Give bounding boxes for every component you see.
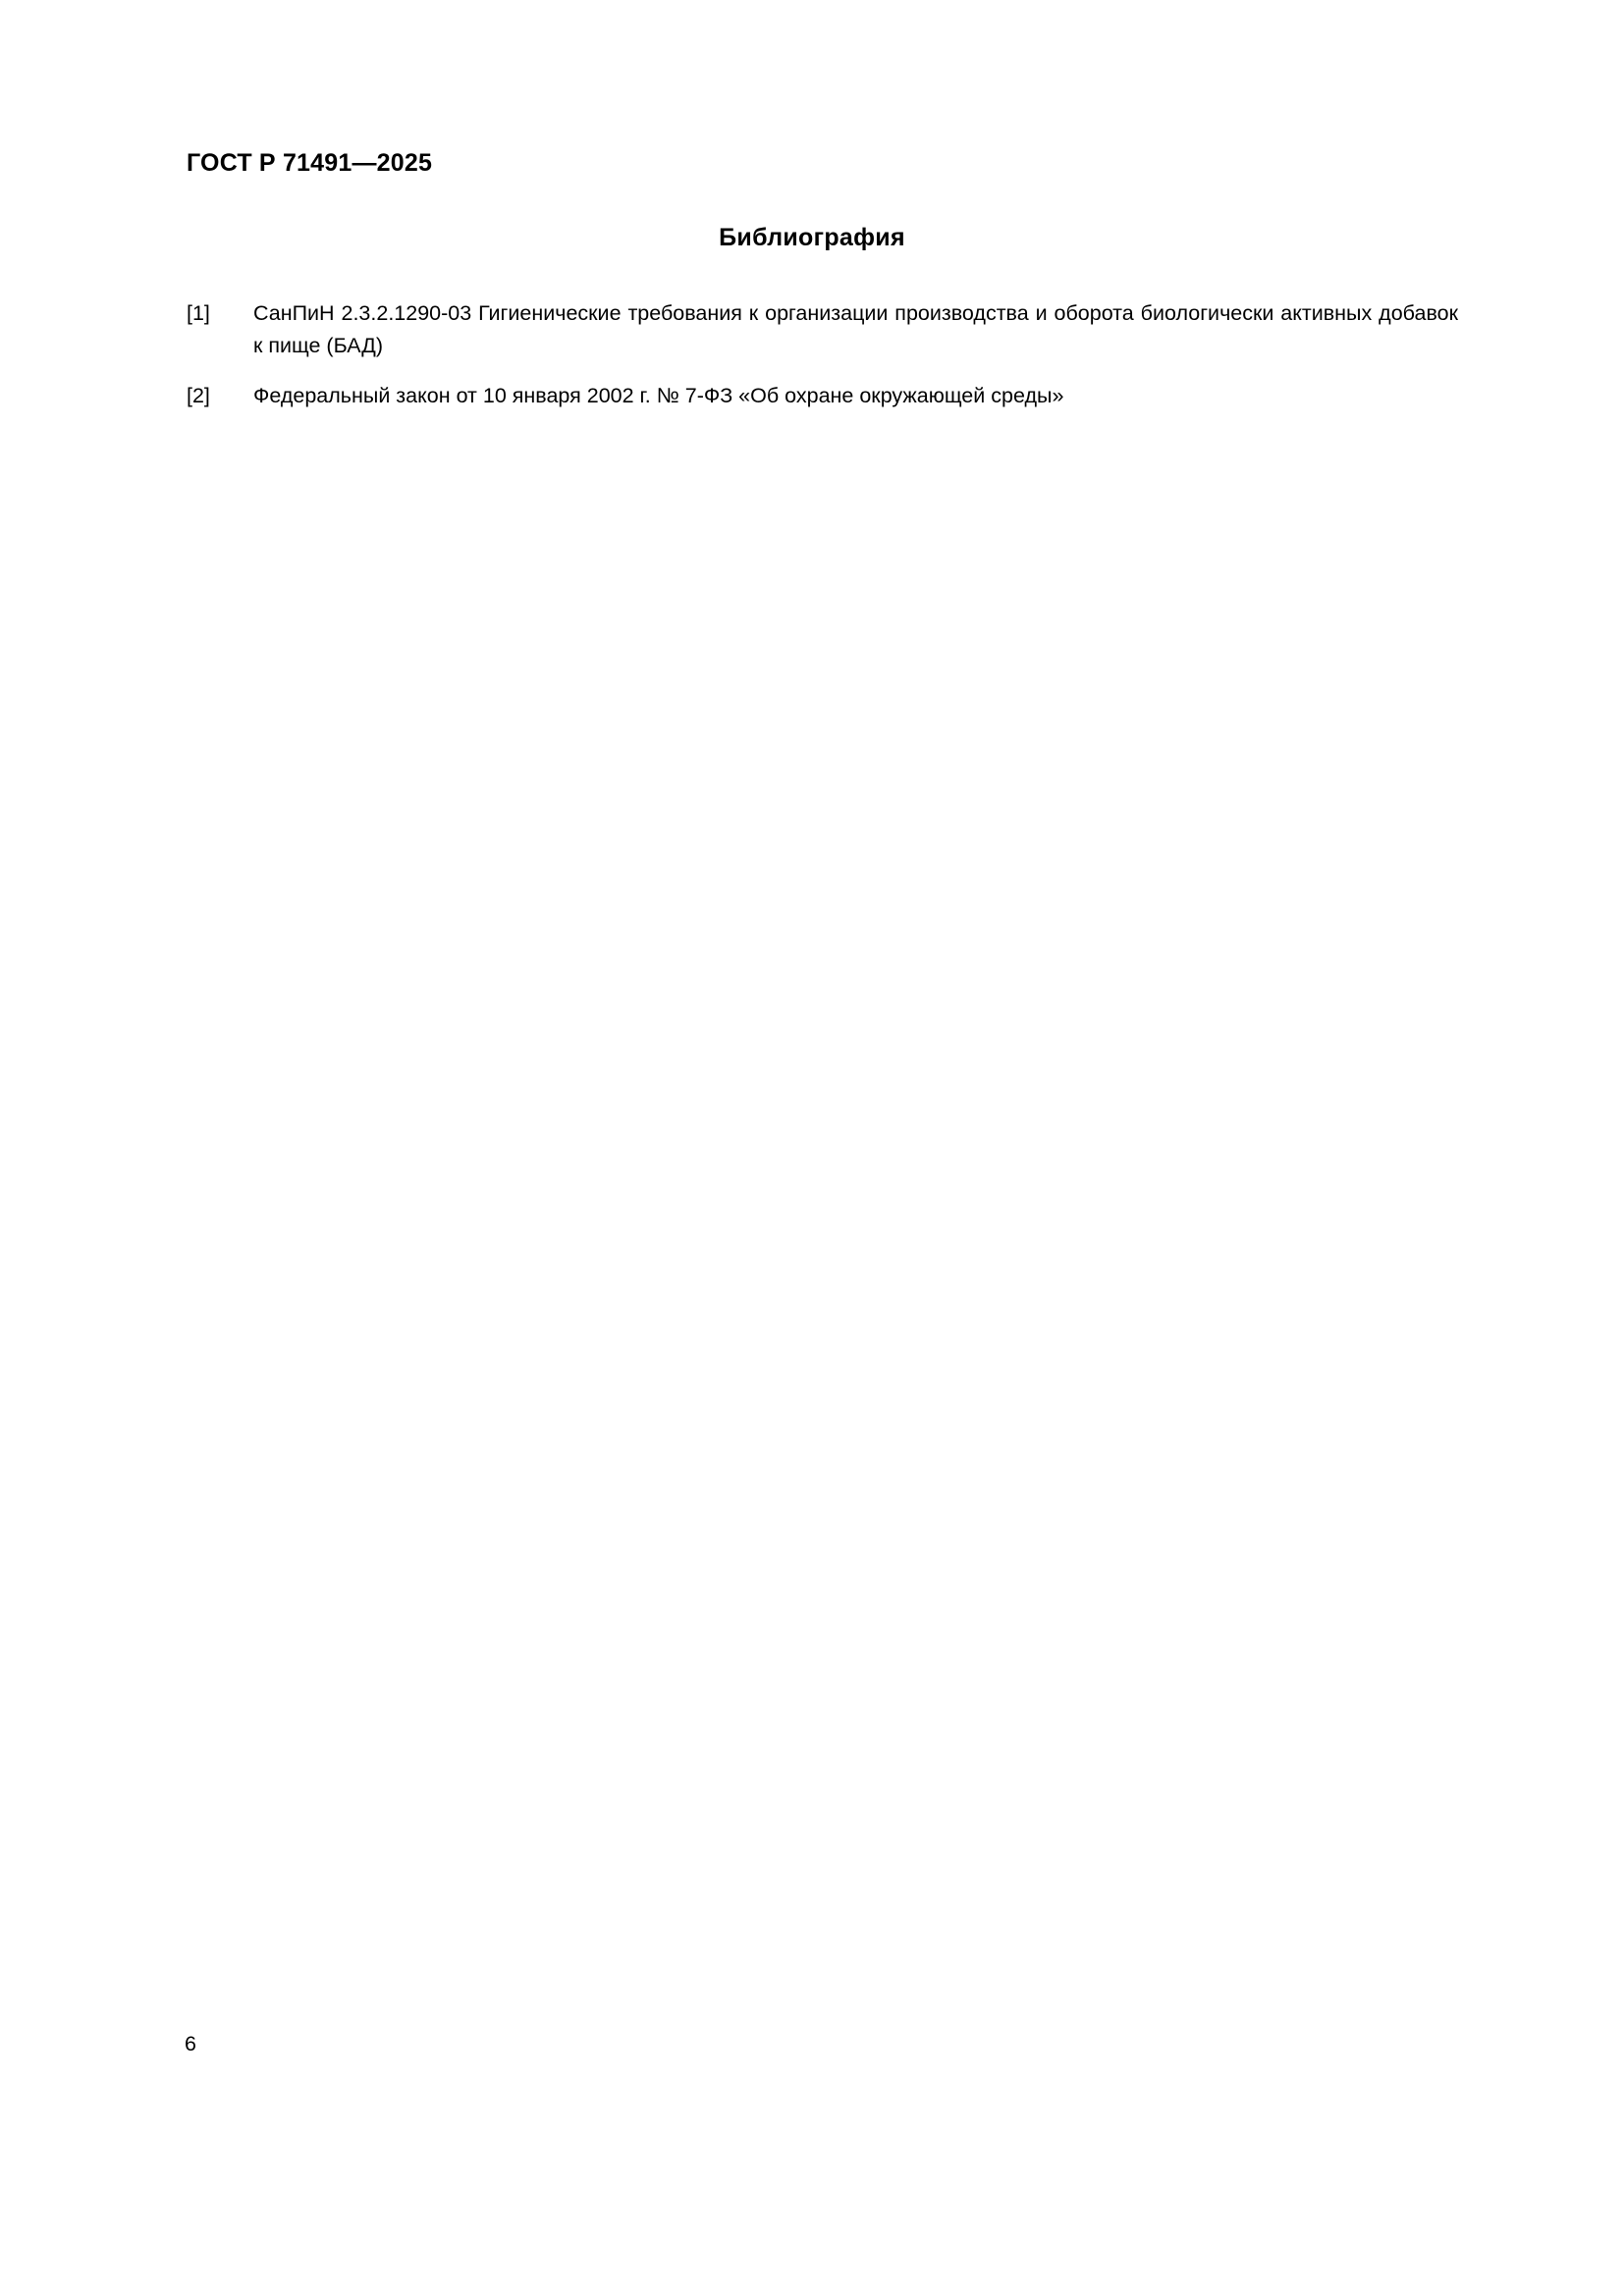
bibliography-reference-text: Федеральный закон от 10 января 2002 г. № 7-ФЗ «Об охране окружающей среды» [253,384,1064,407]
bibliography-reference-number: [2] [187,384,210,407]
bibliography-list [187,297,1458,430]
list-item [187,297,1458,362]
document-standard-header: ГОСТ Р 71491—2025 [187,149,433,177]
page-number: 6 [185,2032,196,2056]
list-item [187,380,1458,412]
bibliography-reference-number: [1] [187,301,210,325]
page-title: Библиография [719,224,905,251]
bibliography-reference-text: СанПиН 2.3.2.1290-03 Гигиенические требования к организации производства и оборота биологически активных добавок к пище (БАД) [253,301,1458,357]
